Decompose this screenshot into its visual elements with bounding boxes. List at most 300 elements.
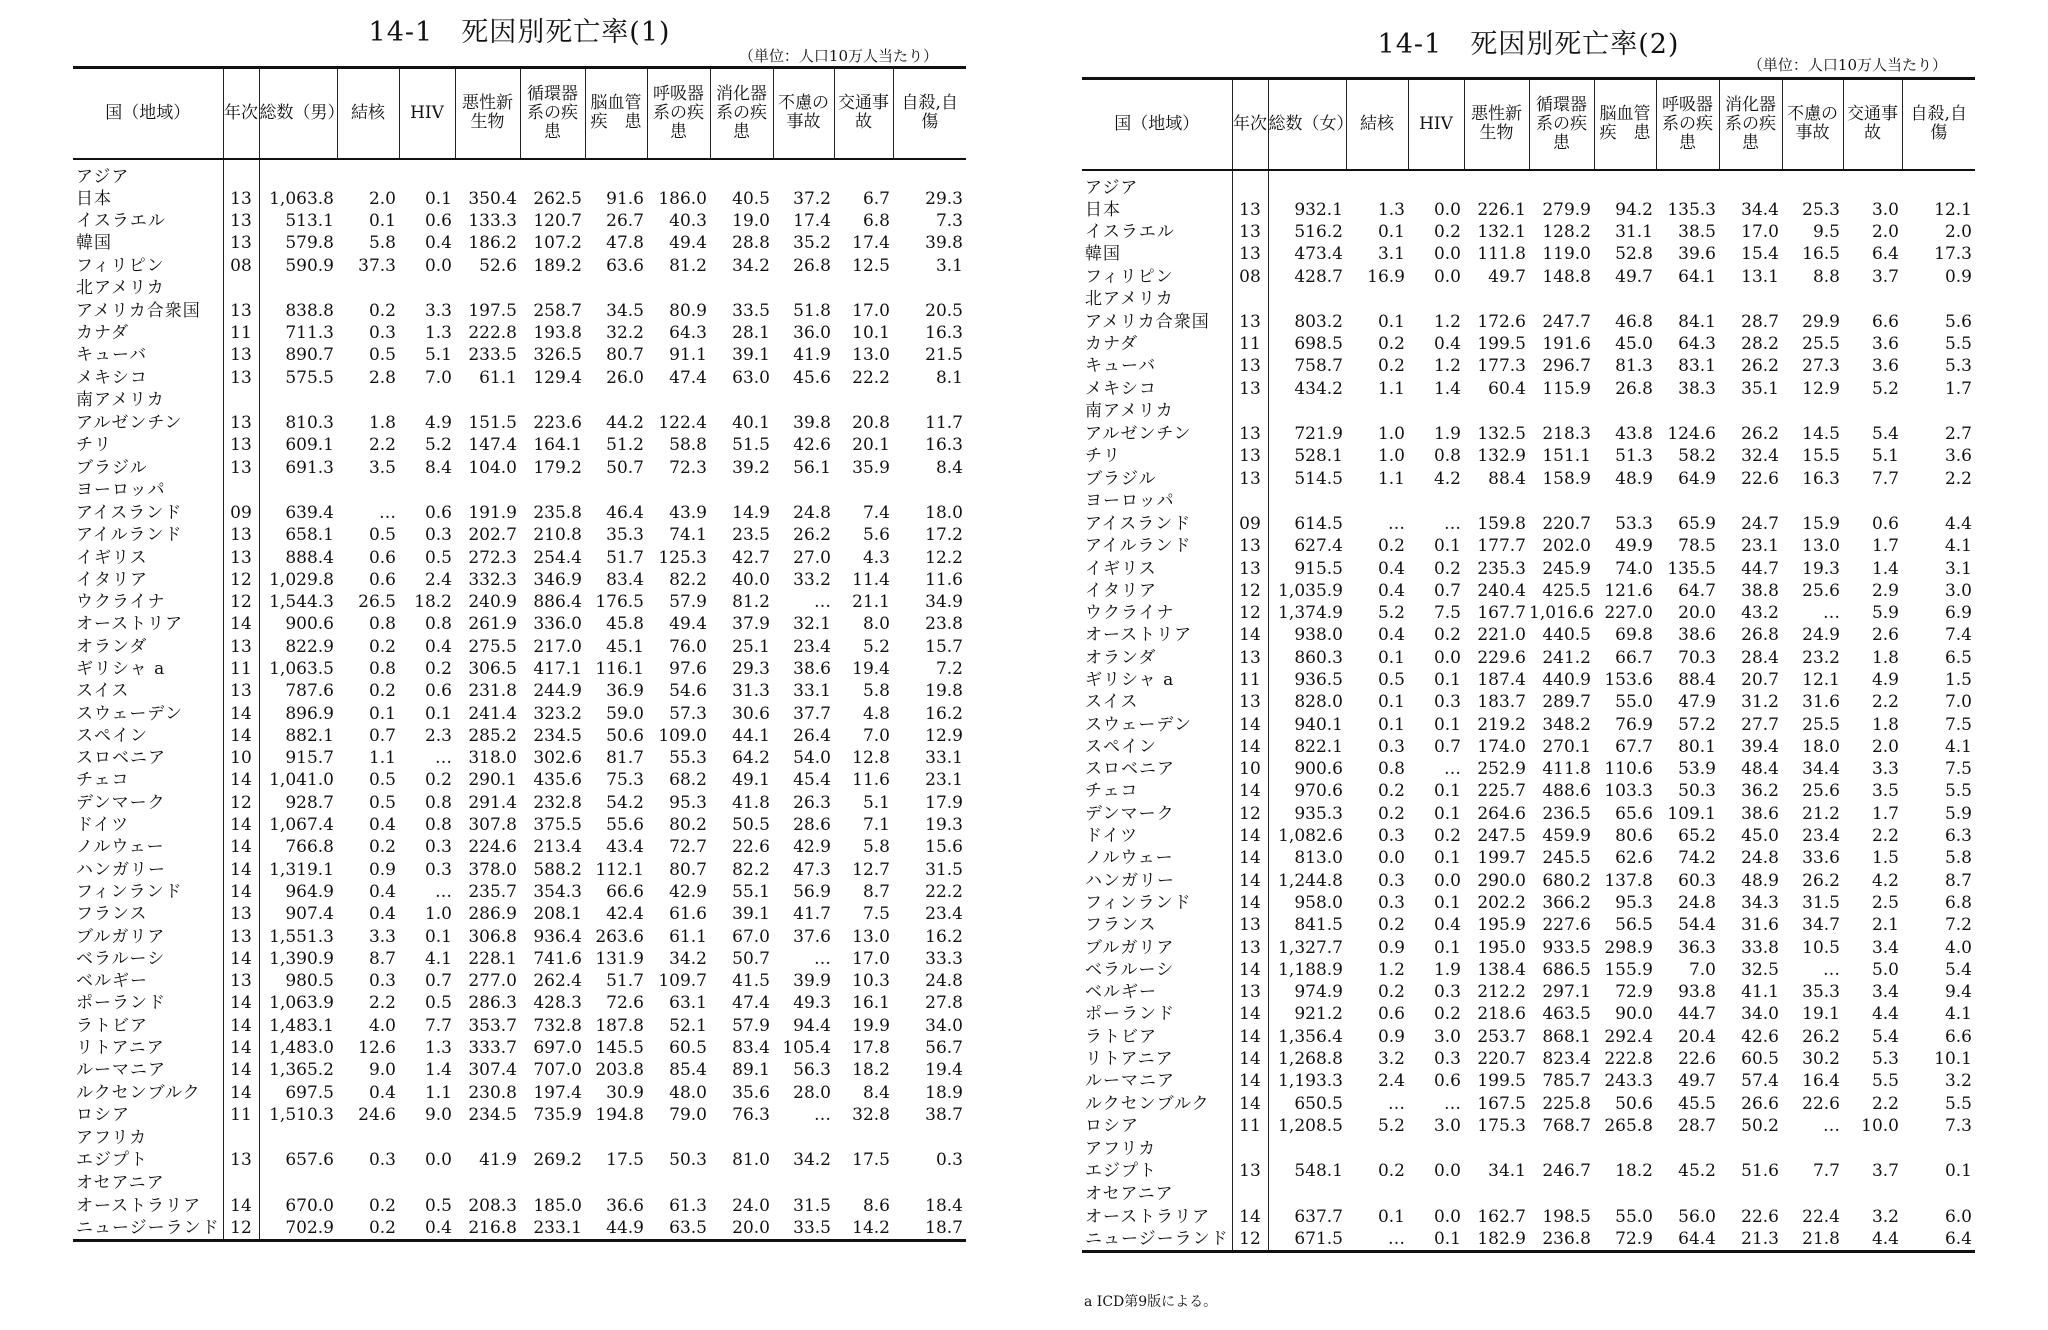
value-cell: 2.0 [368, 188, 396, 209]
value-cell: 81.2 [669, 255, 707, 276]
value-cell [773, 1126, 834, 1149]
year-cell: 13 [223, 925, 259, 947]
value-cell: 33.6 [1802, 848, 1840, 869]
value-cell: 21.3 [1741, 1228, 1779, 1249]
value-cell: … [1444, 1093, 1461, 1114]
value-cell: 1,374.9 [1278, 603, 1343, 624]
value-cell: 81.0 [732, 1150, 770, 1171]
value-cell: 1,063.5 [269, 658, 334, 679]
value-cell: 14.9 [732, 502, 770, 523]
value-cell: 707.0 [533, 1060, 582, 1081]
value-cell [834, 159, 893, 188]
year-cell: 13 [223, 970, 259, 992]
value-cell: 179.2 [533, 457, 582, 478]
country-name: ギリシャ a [1082, 669, 1232, 691]
value-cell [585, 479, 647, 502]
country-name: イタリア [73, 569, 223, 591]
value-cell: 2.4 [424, 569, 452, 590]
region-label: オセアニア [1082, 1182, 1232, 1205]
table-row [73, 344, 966, 366]
value-cell: 0.1 [1377, 692, 1405, 713]
value-cell: 0.1 [1433, 714, 1461, 735]
value-cell [773, 479, 834, 502]
value-cell: 7.7 [1812, 1161, 1840, 1182]
country-name: イスラエル [73, 210, 223, 232]
value-cell: 0.2 [1377, 356, 1405, 377]
region-row [73, 389, 966, 412]
value-cell: 1,208.5 [1278, 1115, 1343, 1136]
value-cell: 3.0 [1944, 580, 1972, 601]
value-cell: 110.6 [1604, 759, 1653, 780]
value-cell: 528.1 [1294, 446, 1343, 467]
value-cell: 0.3 [424, 837, 452, 858]
value-cell: 262.5 [533, 188, 582, 209]
value-cell: 202.0 [1542, 536, 1591, 557]
value-cell: 133.3 [468, 210, 517, 231]
value-cell: 64.7 [1678, 580, 1716, 601]
value-cell: 246.7 [1542, 1161, 1591, 1182]
value-cell: 346.9 [533, 569, 582, 590]
value-cell: 34.2 [732, 255, 770, 276]
value-cell: 191.6 [1542, 334, 1591, 355]
value-cell: 463.5 [1542, 1004, 1591, 1025]
value-cell: 1.0 [424, 904, 452, 925]
value-cell [337, 277, 399, 300]
value-cell: 55.1 [732, 881, 770, 902]
value-cell: 732.8 [533, 1015, 582, 1036]
value-cell [455, 277, 520, 300]
value-cell: 0.2 [368, 681, 396, 702]
value-cell: 49.7 [1678, 1071, 1716, 1092]
value-cell: 4.1 [424, 948, 452, 969]
value-cell: 17.4 [793, 210, 831, 231]
value-cell: 22.2 [852, 367, 890, 388]
value-cell [647, 479, 710, 502]
value-cell: 218.6 [1477, 1004, 1526, 1025]
value-cell: 2.7 [1944, 424, 1972, 445]
table-row [1082, 1160, 1975, 1182]
value-cell: 0.6 [424, 681, 452, 702]
country-name: キューバ [1082, 355, 1232, 377]
value-cell: 5.4 [1944, 959, 1972, 980]
value-cell: 88.4 [1678, 669, 1716, 690]
value-cell: 697.0 [533, 1038, 582, 1059]
value-cell [1843, 170, 1902, 199]
value-cell: 38.7 [925, 1104, 963, 1125]
value-cell: 42.9 [669, 881, 707, 902]
value-cell: 277.0 [468, 971, 517, 992]
value-cell: 15.5 [1802, 446, 1840, 467]
country-name: フランス [73, 903, 223, 925]
value-cell: 0.5 [368, 770, 396, 791]
value-cell [1594, 288, 1656, 311]
value-cell: … [435, 748, 452, 769]
value-cell: 970.6 [1294, 781, 1343, 802]
value-cell: 34.4 [1802, 759, 1840, 780]
value-cell: 120.7 [533, 210, 582, 231]
value-cell: 4.1 [1944, 736, 1972, 757]
value-cell: 30.9 [606, 1082, 644, 1103]
value-cell: 16.2 [925, 926, 963, 947]
value-cell: 26.0 [606, 367, 644, 388]
value-cell: 52.1 [669, 1015, 707, 1036]
value-cell [710, 479, 773, 502]
value-cell [893, 1126, 966, 1149]
value-cell: 459.9 [1542, 826, 1591, 847]
value-cell: 768.7 [1542, 1115, 1591, 1136]
value-cell [1656, 400, 1719, 423]
table-row [73, 747, 966, 769]
value-cell: 54.6 [669, 681, 707, 702]
value-cell: 0.1 [1377, 714, 1405, 735]
country-name: カナダ [1082, 333, 1232, 355]
table-row [1082, 870, 1975, 892]
year-cell: 13 [223, 434, 259, 456]
value-cell: 5.2 [424, 435, 452, 456]
value-cell [893, 277, 966, 300]
value-cell: 226.1 [1477, 199, 1526, 220]
value-cell: 0.2 [1377, 915, 1405, 936]
country-name: ニュージーランド [73, 1217, 223, 1241]
table-row [1082, 1026, 1975, 1048]
value-cell: 0.6 [424, 502, 452, 523]
year-cell: 14 [223, 814, 259, 836]
value-cell: 0.2 [1377, 982, 1405, 1003]
value-cell: 0.1 [1377, 221, 1405, 242]
unit-note: （単位：人口10万人当たり） [738, 47, 938, 65]
value-cell: 229.6 [1477, 647, 1526, 668]
value-cell: 193.8 [533, 323, 582, 344]
value-cell: 199.5 [1477, 334, 1526, 355]
value-cell: 44.9 [606, 1217, 644, 1238]
value-cell: 7.4 [862, 502, 890, 523]
value-cell: 5.9 [1871, 603, 1899, 624]
table-row [1082, 1228, 1975, 1252]
value-cell: 5.5 [1944, 1093, 1972, 1114]
value-cell: 39.1 [732, 345, 770, 366]
country-name: ロシア [1082, 1115, 1232, 1137]
value-cell: 5.2 [1871, 378, 1899, 399]
value-cell: 36.0 [793, 323, 831, 344]
country-name: イスラエル [1082, 221, 1232, 243]
year-cell: 12 [1232, 803, 1268, 825]
value-cell: 57.9 [669, 592, 707, 613]
value-cell: 109.1 [1667, 803, 1716, 824]
value-cell: 34.2 [793, 1150, 831, 1171]
year-cell [223, 159, 259, 188]
value-cell: 202.2 [1477, 892, 1526, 913]
value-cell: 5.4 [1871, 1026, 1899, 1047]
value-cell: 240.9 [468, 592, 517, 613]
value-cell: 0.4 [1377, 580, 1405, 601]
value-cell: 1,063.9 [269, 993, 334, 1014]
value-cell: 24.8 [1678, 892, 1716, 913]
value-cell: 177.3 [1477, 356, 1526, 377]
value-cell: 41.5 [732, 971, 770, 992]
value-cell: 323.2 [533, 703, 582, 724]
country-name: フィリピン [1082, 265, 1232, 287]
value-cell: 17.4 [852, 233, 890, 254]
value-cell: 10.1 [1934, 1049, 1972, 1070]
value-cell [1843, 400, 1902, 423]
value-cell: 639.4 [285, 502, 334, 523]
value-cell: 41.9 [793, 345, 831, 366]
value-cell: 307.8 [468, 815, 517, 836]
value-cell: 4.9 [1871, 669, 1899, 690]
value-cell: 258.7 [533, 300, 582, 321]
value-cell: 26.8 [1615, 378, 1653, 399]
value-cell: 5.1 [424, 345, 452, 366]
region-label: アジア [1082, 170, 1232, 199]
value-cell: 31.3 [732, 681, 770, 702]
value-cell: 175.3 [1477, 1115, 1526, 1136]
value-cell: 195.9 [1477, 915, 1526, 936]
value-cell: 53.3 [1615, 513, 1653, 534]
country-name: デンマーク [1082, 803, 1232, 825]
value-cell: 27.7 [1741, 714, 1779, 735]
country-name: リトアニア [73, 1037, 223, 1059]
value-cell: 1.5 [1944, 669, 1972, 690]
value-cell: 17.0 [852, 300, 890, 321]
value-cell: 860.3 [1294, 647, 1343, 668]
value-cell: 6.4 [1871, 244, 1899, 265]
value-cell [1902, 1137, 1975, 1160]
value-cell: 900.6 [285, 614, 334, 635]
value-cell: 172.6 [1477, 311, 1526, 332]
value-cell: … [814, 1104, 831, 1125]
country-name: オーストラリア [1082, 1205, 1232, 1227]
value-cell: 27.0 [793, 547, 831, 568]
year-cell: 13 [223, 344, 259, 366]
value-cell: 132.9 [1477, 446, 1526, 467]
header-cerebrovascular: 脳血管疾 患 [1594, 79, 1656, 170]
value-cell: 26.8 [793, 255, 831, 276]
value-cell: 15.4 [1741, 244, 1779, 265]
value-cell: 63.6 [606, 255, 644, 276]
year-cell: 13 [1232, 423, 1268, 445]
value-cell: 3.0 [1433, 1115, 1461, 1136]
value-cell: 0.1 [1433, 669, 1461, 690]
value-cell: 225.7 [1477, 781, 1526, 802]
value-cell: 18.0 [1802, 736, 1840, 757]
value-cell: 5.9 [1944, 803, 1972, 824]
value-cell: 11.6 [925, 569, 963, 590]
value-cell: 1,063.8 [269, 188, 334, 209]
year-cell: 13 [1232, 914, 1268, 936]
value-cell: 53.9 [1678, 759, 1716, 780]
value-cell: 124.6 [1667, 424, 1716, 445]
value-cell: 4.2 [1871, 870, 1899, 891]
year-cell: 14 [1232, 892, 1268, 914]
table-row [73, 1081, 966, 1103]
value-cell: 10.5 [1802, 937, 1840, 958]
value-cell: 0.3 [424, 859, 452, 880]
value-cell: 55.0 [1615, 1206, 1653, 1227]
header-accident: 不慮の事故 [1782, 79, 1843, 170]
value-cell: 23.5 [732, 525, 770, 546]
value-cell: 37.2 [793, 188, 831, 209]
value-cell: 35.1 [1741, 378, 1779, 399]
table-row [1082, 1003, 1975, 1025]
table-row [1082, 736, 1975, 758]
value-cell [1408, 400, 1464, 423]
value-cell: 0.3 [1433, 982, 1461, 1003]
value-cell: 7.1 [862, 815, 890, 836]
value-cell: 1,041.0 [269, 770, 334, 791]
value-cell: 15.7 [925, 636, 963, 657]
value-cell [1529, 490, 1594, 513]
value-cell [773, 389, 834, 412]
value-cell: 3.5 [1871, 781, 1899, 802]
value-cell: 488.6 [1542, 781, 1591, 802]
value-cell [455, 159, 520, 188]
year-cell: 10 [223, 747, 259, 769]
value-cell: 107.2 [533, 233, 582, 254]
value-cell: 203.8 [595, 1060, 644, 1081]
value-cell: 33.2 [793, 569, 831, 590]
value-cell [1408, 288, 1464, 311]
value-cell: 36.2 [1741, 781, 1779, 802]
value-cell: 1.0 [1377, 424, 1405, 445]
value-cell: 2.2 [1871, 1093, 1899, 1114]
value-cell: 93.8 [1678, 982, 1716, 1003]
value-cell: 55.0 [1615, 692, 1653, 713]
year-cell: 11 [1232, 1115, 1268, 1137]
value-cell: 14.2 [852, 1217, 890, 1238]
value-cell: 23.1 [1741, 536, 1779, 557]
value-cell: 735.9 [533, 1104, 582, 1125]
country-name: ラトビア [1082, 1026, 1232, 1048]
value-cell: 47.3 [793, 859, 831, 880]
value-cell: 1.1 [424, 1082, 452, 1103]
value-cell [1843, 1137, 1902, 1160]
value-cell: 37.9 [732, 614, 770, 635]
year-cell: 12 [1232, 1228, 1268, 1252]
value-cell: 234.5 [468, 1104, 517, 1125]
value-cell [1268, 288, 1346, 311]
value-cell: 9.0 [424, 1104, 452, 1125]
year-cell: 13 [1232, 1160, 1268, 1182]
value-cell: 0.4 [1377, 558, 1405, 579]
country-name: ベラルーシ [73, 948, 223, 970]
value-cell [520, 277, 585, 300]
value-cell: 63.1 [669, 993, 707, 1014]
mortality-table-male [73, 66, 966, 1242]
value-cell: 2.0 [1871, 736, 1899, 757]
country-name: アルゼンチン [73, 412, 223, 434]
value-cell: 1.7 [1871, 536, 1899, 557]
year-cell: 14 [1232, 624, 1268, 646]
value-cell: 333.7 [468, 1038, 517, 1059]
value-cell [1408, 1182, 1464, 1205]
value-cell: 72.9 [1615, 1228, 1653, 1249]
value-cell: 0.2 [1377, 536, 1405, 557]
value-cell [834, 389, 893, 412]
value-cell: 16.3 [1802, 468, 1840, 489]
value-cell [1529, 170, 1594, 199]
table-row [1082, 557, 1975, 579]
value-cell: 9.4 [1944, 982, 1972, 1003]
value-cell: 45.4 [793, 770, 831, 791]
value-cell: 232.8 [533, 792, 582, 813]
value-cell [1782, 1137, 1843, 1160]
value-cell [1464, 400, 1529, 423]
value-cell: 4.4 [1944, 513, 1972, 534]
value-cell: 691.3 [285, 457, 334, 478]
value-cell: 1.4 [1871, 558, 1899, 579]
value-cell: 25.6 [1802, 580, 1840, 601]
country-name: ウクライナ [1082, 602, 1232, 624]
value-cell: 7.5 [1944, 759, 1972, 780]
value-cell [647, 159, 710, 188]
value-cell [773, 159, 834, 188]
value-cell: 0.6 [368, 547, 396, 568]
value-cell: 0.1 [368, 703, 396, 724]
country-name: ドイツ [1082, 825, 1232, 847]
value-cell [1719, 170, 1782, 199]
value-cell: 0.3 [424, 525, 452, 546]
value-cell: 702.9 [285, 1217, 334, 1238]
value-cell: … [379, 502, 396, 523]
value-cell: 34.7 [1802, 915, 1840, 936]
value-cell: 291.4 [468, 792, 517, 813]
value-cell: 823.4 [1542, 1049, 1591, 1070]
value-cell: 0.2 [1377, 1161, 1405, 1182]
country-name: ドイツ [73, 814, 223, 836]
table-row [1082, 513, 1975, 535]
value-cell: 4.8 [862, 703, 890, 724]
value-cell: 13.0 [852, 926, 890, 947]
value-cell: 4.9 [424, 413, 452, 434]
value-cell [455, 1171, 520, 1194]
value-cell: 44.7 [1741, 558, 1779, 579]
value-cell: 12.8 [852, 748, 890, 769]
value-cell: 38.6 [793, 658, 831, 679]
value-cell: 49.4 [669, 233, 707, 254]
value-cell: 1,551.3 [269, 926, 334, 947]
value-cell: 81.7 [606, 748, 644, 769]
value-cell: 22.6 [1802, 1093, 1840, 1114]
value-cell: 19.0 [732, 210, 770, 231]
value-cell: 8.6 [862, 1195, 890, 1216]
year-cell: 11 [1232, 669, 1268, 691]
table-row [1082, 892, 1975, 914]
value-cell: 212.2 [1477, 982, 1526, 1003]
value-cell: 220.7 [1542, 513, 1591, 534]
country-name: イギリス [1082, 557, 1232, 579]
value-cell: 48.9 [1741, 870, 1779, 891]
value-cell [893, 389, 966, 412]
value-cell: 129.4 [533, 367, 582, 388]
value-cell: 35.3 [1802, 982, 1840, 1003]
region-row [73, 159, 966, 188]
year-cell [1232, 490, 1268, 513]
value-cell: 3.4 [1871, 982, 1899, 1003]
value-cell: 39.2 [732, 457, 770, 478]
value-cell: 614.5 [1294, 513, 1343, 534]
value-cell: 7.0 [1944, 692, 1972, 713]
value-cell: 650.5 [1294, 1093, 1343, 1114]
value-cell: 275.5 [468, 636, 517, 657]
value-cell: 131.9 [595, 948, 644, 969]
value-cell: … [1444, 759, 1461, 780]
value-cell: 0.8 [424, 614, 452, 635]
region-label: アフリカ [1082, 1137, 1232, 1160]
value-cell: 6.7 [862, 188, 890, 209]
value-cell [455, 389, 520, 412]
value-cell: 70.3 [1678, 647, 1716, 668]
value-cell: 8.4 [935, 457, 963, 478]
